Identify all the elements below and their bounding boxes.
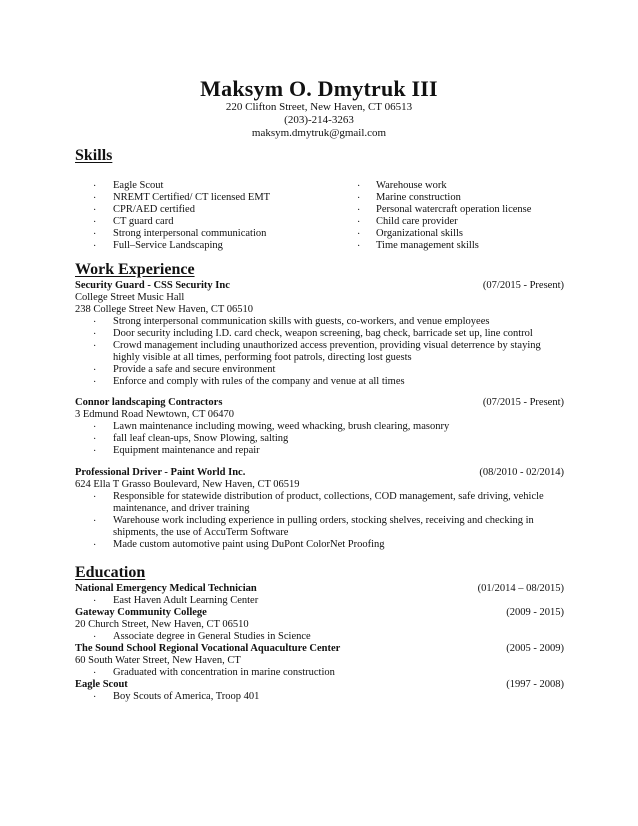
- skill-item: Strong interpersonal communication: [113, 228, 267, 239]
- education-bullet: Associate degree in General Studies in Science: [113, 631, 311, 642]
- bullet-icon: ·: [93, 596, 97, 607]
- applicant-name: Maksym O. Dmytruk III: [200, 76, 438, 101]
- skill-item: Warehouse work: [376, 180, 447, 191]
- job-bullet-continued: maintenance, and driver training: [113, 503, 250, 514]
- skills-heading: Skills: [75, 147, 113, 164]
- education-bullet: East Haven Adult Learning Center: [113, 595, 259, 606]
- job-address: 624 Ella T Grasso Boulevard, New Haven, CT 06519: [75, 479, 300, 490]
- bullet-icon: ·: [93, 540, 97, 551]
- bullet-icon: ·: [93, 446, 97, 457]
- bullet-icon: ·: [357, 241, 361, 252]
- bullet-icon: ·: [357, 193, 361, 204]
- job-bullet: Strong interpersonal communication skills with guests, co-workers, and venue employees: [113, 316, 490, 327]
- bullet-icon: ·: [93, 193, 97, 204]
- education-title: Eagle Scout: [75, 679, 128, 690]
- job-bullet-continued: shipments, the use of AccuTerm Software: [113, 527, 289, 538]
- skill-item: CT guard card: [113, 216, 174, 227]
- job-address: 238 College Street New Haven, CT 06510: [75, 304, 253, 315]
- education-heading: Education: [75, 564, 146, 581]
- bullet-icon: ·: [93, 229, 97, 240]
- bullet-icon: ·: [93, 377, 97, 388]
- job-bullet: fall leaf clean-ups, Snow Plowing, salting: [113, 433, 289, 444]
- skill-item: Child care provider: [376, 216, 458, 227]
- skill-item: Personal watercraft operation license: [376, 204, 532, 215]
- bullet-icon: ·: [93, 217, 97, 228]
- bullet-icon: ·: [357, 181, 361, 192]
- bullet-icon: ·: [93, 516, 97, 527]
- skill-item: Full–Service Landscaping: [113, 240, 223, 251]
- bullet-icon: ·: [93, 422, 97, 433]
- job-title: Security Guard - CSS Security Inc: [75, 280, 230, 291]
- job-location: College Street Music Hall: [75, 292, 185, 303]
- work-experience-heading: Work Experience: [75, 261, 195, 278]
- job-bullet: Warehouse work including experience in pulling orders, stocking shelves, receiving and checking in: [113, 515, 534, 526]
- bullet-icon: ·: [93, 341, 97, 352]
- bullet-icon: ·: [93, 365, 97, 376]
- education-bullet: Boy Scouts of America, Troop 401: [113, 691, 260, 702]
- job-bullet: Door security including I.D. card check, weapon screening, bag check, barricade set up, line control: [113, 328, 533, 339]
- bullet-icon: ·: [93, 205, 97, 216]
- education-address: 20 Church Street, New Haven, CT 06510: [75, 619, 249, 630]
- job-address: 3 Edmund Road Newtown, CT 06470: [75, 409, 235, 420]
- bullet-icon: ·: [93, 492, 97, 503]
- bullet-icon: ·: [357, 229, 361, 240]
- job-bullet-continued: highly visible at all times, performing foot patrols, directing lost guests: [113, 352, 412, 363]
- skill-item: Marine construction: [376, 192, 461, 203]
- skill-item: Organizational skills: [376, 228, 463, 239]
- bullet-icon: ·: [93, 668, 97, 679]
- job-bullet: Equipment maintenance and repair: [113, 445, 260, 456]
- skill-item: Eagle Scout: [113, 180, 164, 191]
- education-title: The Sound School Regional Vocational Aquaculture Center: [75, 643, 341, 654]
- bullet-icon: ·: [93, 317, 97, 328]
- job-title: Professional Driver - Paint World Inc.: [75, 467, 246, 478]
- job-title: Connor landscaping Contractors: [75, 397, 223, 408]
- job-bullet: Crowd management including unauthorized access prevention, providing visual deterrence by staying: [113, 340, 541, 351]
- education-dates: (2009 - 2015): [506, 607, 564, 618]
- skill-item: Time management skills: [376, 240, 479, 251]
- education-dates: (1997 - 2008): [506, 679, 564, 690]
- education-bullet: Graduated with concentration in marine construction: [113, 667, 335, 678]
- education-address: 60 South Water Street, New Haven, CT: [75, 655, 241, 666]
- job-bullet: Provide a safe and secure environment: [113, 364, 276, 375]
- email: maksym.dmytruk@gmail.com: [251, 127, 387, 139]
- job-bullet: Responsible for statewide distribution of product, collections, COD management, safe driving, vehicle: [113, 491, 544, 502]
- bullet-icon: ·: [93, 692, 97, 703]
- bullet-icon: ·: [357, 217, 361, 228]
- education-title: National Emergency Medical Technician: [75, 583, 257, 594]
- skill-item: CPR/AED certified: [113, 204, 195, 215]
- job-dates: (07/2015 - Present): [482, 397, 564, 408]
- phone: (203)-214-3263: [284, 114, 354, 126]
- bullet-icon: ·: [93, 241, 97, 252]
- job-bullet: Made custom automotive paint using DuPont ColorNet Proofing: [113, 539, 385, 550]
- job-dates: (08/2010 - 02/2014): [479, 467, 564, 478]
- education-title: Gateway Community College: [75, 607, 207, 618]
- address: 220 Clifton Street, New Haven, CT 06513: [225, 101, 413, 113]
- education-dates: (2005 - 2009): [506, 643, 564, 654]
- bullet-icon: ·: [93, 632, 97, 643]
- job-dates: (07/2015 - Present): [482, 280, 564, 291]
- bullet-icon: ·: [93, 329, 97, 340]
- skill-item: NREMT Certified/ CT licensed EMT: [113, 192, 271, 203]
- job-bullet: Enforce and comply with rules of the company and venue at all times: [113, 376, 405, 387]
- bullet-icon: ·: [93, 434, 97, 445]
- job-bullet: Lawn maintenance including mowing, weed whacking, brush clearing, masonry: [113, 421, 450, 432]
- bullet-icon: ·: [93, 181, 97, 192]
- education-dates: (01/2014 – 08/2015): [477, 583, 564, 594]
- bullet-icon: ·: [357, 205, 361, 216]
